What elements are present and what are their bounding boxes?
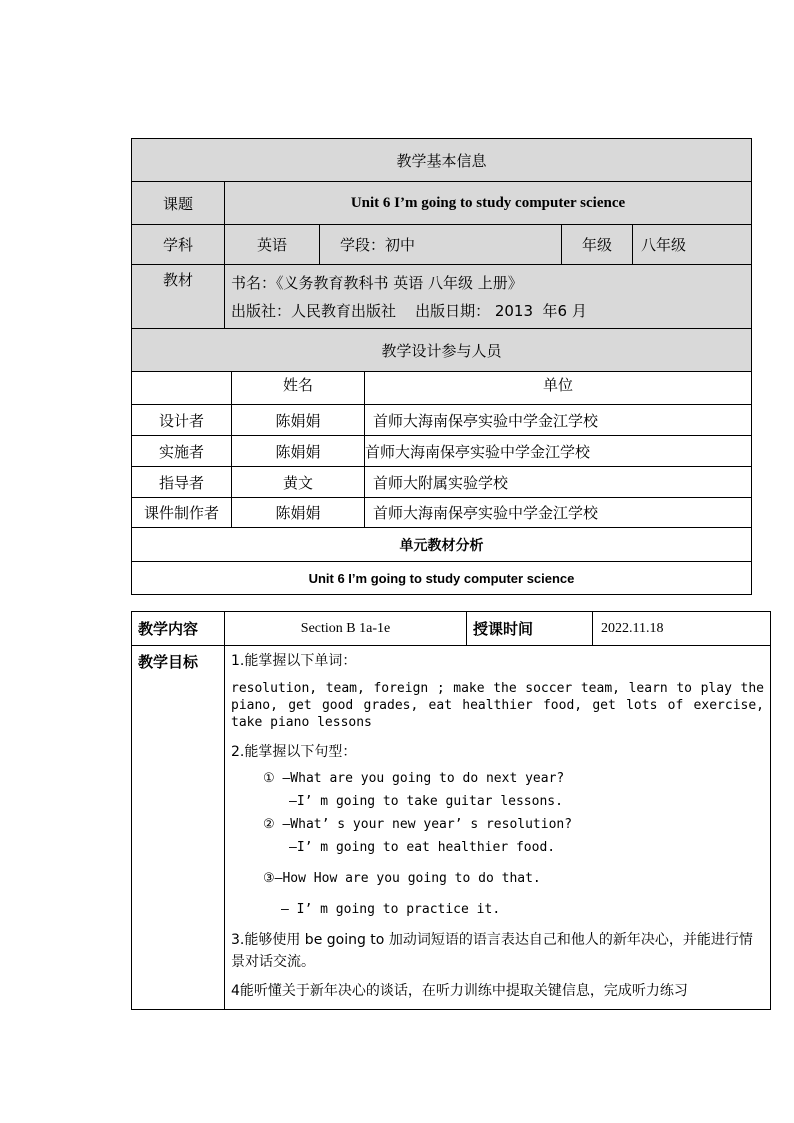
objective-4: 4能听懂关于新年决心的谈话，在听力训练中提取关键信息，完成听力练习 (231, 983, 688, 999)
objective-2-title: 2.能掌握以下句型： (231, 744, 357, 760)
dialog-line: ② —What’ s your new year’ s resolution? (263, 817, 573, 832)
objective-1-title: 1.能掌握以下单词： (231, 653, 357, 669)
objectives-content (225, 646, 771, 1010)
dialog-line: ③—How How are you going to do that. (263, 871, 541, 886)
table-row (132, 405, 752, 436)
unit-analysis-title: 单元教材分析 (132, 528, 752, 562)
objective-3: 3.能够使用 be going to 加动词短语的语言表达自己和他人的新年决心，并能进行情景对话交流。 (231, 932, 753, 970)
participant-unit: 首师大海南保亭实验中学金江学校 (365, 498, 752, 528)
dialog-line: — I’ m going to practice it. (281, 902, 501, 917)
stage-label: 学段：初中 (320, 225, 562, 265)
grade-label: 年级 (562, 225, 633, 265)
table-row (132, 436, 752, 467)
textbook-label: 教材 (132, 265, 225, 329)
participant-name: 陈娟娟 (232, 405, 365, 436)
objective-1-words: resolution, team, foreign ; make the soccer team, learn to play the piano, get good grades, eat healthier food, get lots of exercise, take piano lessons (231, 681, 764, 730)
table-row (132, 498, 752, 528)
participants-header-name: 姓名 (232, 372, 365, 405)
participant-role: 设计者 (132, 405, 232, 436)
time-value: 2022.11.18 (593, 612, 771, 646)
textbook-publisher: 出版社：人民教育出版社 出版日期： 2013 年6 月 (231, 302, 587, 320)
participant-role: 指导者 (132, 467, 232, 498)
subject-label: 学科 (132, 225, 225, 265)
participant-unit: 首师大附属实验学校 (365, 467, 752, 498)
textbook-name: 书名：《义务教育教科书 英语 八年级 上册》 (231, 274, 523, 292)
dialog-line: ① —What are you going to do next year? (263, 771, 565, 786)
dialog-line: —I’ m going to take guitar lessons. (289, 794, 563, 809)
unit-analysis-subtitle: Unit 6 I’m going to study computer science (132, 562, 752, 595)
dialog-line: —I’ m going to eat healthier food. (289, 840, 556, 855)
basic-info-table (131, 138, 752, 372)
basic-info-title: 教学基本信息 (132, 139, 752, 182)
participants-header-unit: 单位 (365, 372, 752, 405)
grade-value: 八年级 (633, 225, 752, 265)
time-label: 授课时间 (467, 612, 593, 646)
lesson-table (131, 611, 771, 1010)
topic-value: Unit 6 I’m going to study computer science (225, 182, 752, 225)
participant-role: 实施者 (132, 436, 232, 467)
content-label: 教学内容 (132, 612, 225, 646)
participant-name: 陈娟娟 (232, 436, 365, 467)
table-row (132, 467, 752, 498)
participants-table (131, 371, 752, 595)
subject-value: 英语 (225, 225, 320, 265)
participants-title: 教学设计参与人员 (132, 329, 752, 372)
participant-name: 陈娟娟 (232, 498, 365, 528)
participants-header-empty (132, 372, 232, 405)
participant-unit: 首师大海南保亭实验中学金江学校 (365, 436, 752, 467)
participant-name: 黄文 (232, 467, 365, 498)
participant-unit: 首师大海南保亭实验中学金江学校 (365, 405, 752, 436)
objectives-label: 教学目标 (132, 646, 225, 1010)
topic-label: 课题 (132, 182, 225, 225)
content-value: Section B 1a-1e (225, 612, 467, 646)
participant-role: 课件制作者 (132, 498, 232, 528)
